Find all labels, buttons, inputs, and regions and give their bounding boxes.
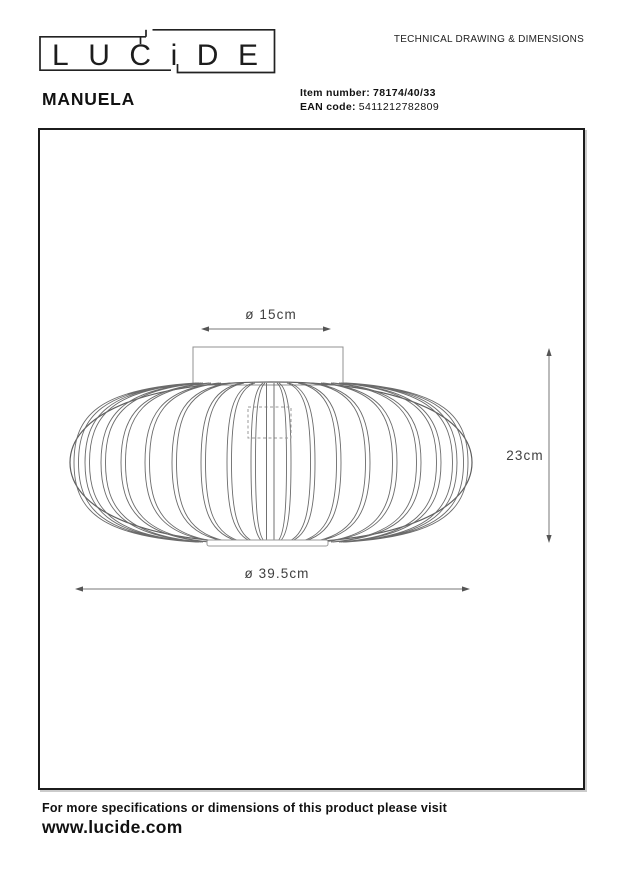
drawing-frame bbox=[38, 128, 585, 790]
ean-value: 5411212782809 bbox=[358, 101, 440, 113]
item-number-row bbox=[300, 86, 439, 100]
dim-label-mount-diameter: ø 15cm bbox=[245, 307, 297, 322]
website-link[interactable]: www.lucide.com bbox=[42, 817, 183, 837]
logo-wordmark: LUCiDE bbox=[52, 39, 258, 72]
technical-drawing bbox=[40, 130, 583, 788]
ean-label: EAN code: bbox=[300, 101, 356, 113]
footer-note: For more specifications or dimensions of this product please visit bbox=[42, 801, 447, 815]
footer bbox=[42, 801, 447, 838]
dim-shade-diameter bbox=[75, 566, 470, 592]
item-number-label: Item number: bbox=[300, 87, 371, 99]
ean-row bbox=[300, 100, 439, 114]
document-title: TECHNICAL DRAWING & DIMENSIONS bbox=[393, 34, 584, 45]
dim-height bbox=[506, 348, 551, 543]
lamp-silhouette bbox=[70, 382, 472, 543]
product-name: MANUELA bbox=[42, 89, 136, 109]
dim-mount-diameter bbox=[201, 307, 331, 332]
dim-label-height: 23cm bbox=[506, 448, 544, 463]
dim-label-shade-diameter: ø 39.5cm bbox=[244, 566, 310, 581]
lucide-logo bbox=[36, 26, 280, 78]
lamp-bottom-plate bbox=[207, 540, 328, 546]
product-codes bbox=[300, 86, 439, 114]
ceiling-mount bbox=[193, 347, 343, 385]
item-number-value: 78174/40/33 bbox=[373, 87, 436, 99]
